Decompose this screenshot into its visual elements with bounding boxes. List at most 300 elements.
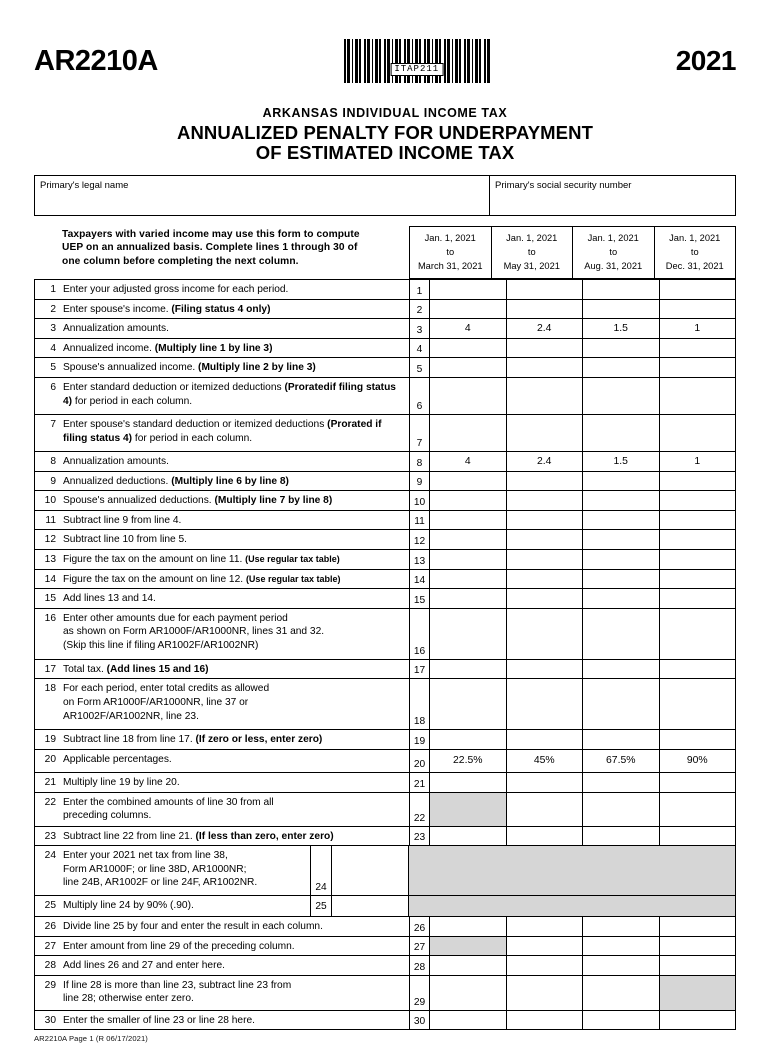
form-page bbox=[0, 22, 770, 1046]
row-number-25: 25 bbox=[44, 900, 56, 912]
row-cells-7 bbox=[430, 415, 735, 451]
row-number-15: 15 bbox=[44, 593, 56, 605]
row-cells-22 bbox=[430, 793, 735, 826]
period-header-2 bbox=[492, 227, 574, 278]
cell-13-2[interactable] bbox=[507, 550, 584, 569]
cell-21-3[interactable] bbox=[583, 773, 660, 792]
line-box-20: 20 bbox=[409, 750, 430, 772]
instructions-line-1: Taxpayers with varied income may use this form to compute bbox=[62, 229, 360, 240]
line-box-6: 6 bbox=[409, 378, 430, 414]
line-box-4: 4 bbox=[409, 339, 430, 358]
taxpayer-identification bbox=[34, 175, 736, 216]
title-line-2: OF ESTIMATED INCOME TAX bbox=[255, 142, 515, 163]
row-label-2: 2 Enter spouse's income. (Filing status 4 only) bbox=[35, 300, 409, 319]
table-row bbox=[35, 772, 735, 792]
table-row bbox=[35, 1010, 735, 1030]
cell-17-4[interactable] bbox=[660, 660, 736, 679]
table-row bbox=[35, 895, 735, 916]
form-code: AR2210A bbox=[34, 44, 158, 77]
cell-11-3[interactable] bbox=[583, 511, 660, 530]
period-header-1 bbox=[410, 227, 492, 278]
row-label-29: 29 If line 28 is more than line 23, subtract line 23 from line 28; otherwise enter zero. bbox=[35, 976, 409, 1010]
cell-16-2[interactable] bbox=[507, 609, 584, 659]
table-row bbox=[35, 588, 735, 608]
line-box-24: 24 bbox=[310, 846, 332, 895]
cell-28-1[interactable] bbox=[430, 956, 507, 975]
table-row bbox=[35, 749, 735, 772]
cell-3-2: 2.4 bbox=[507, 319, 584, 338]
cell-4-2[interactable] bbox=[507, 339, 584, 358]
form-footer: AR2210A Page 1 (R 06/17/2021) bbox=[34, 1034, 148, 1044]
instructions-text bbox=[34, 226, 409, 268]
period-start-2: Jan. 1, 2021 bbox=[506, 233, 558, 243]
cell-2-3[interactable] bbox=[583, 300, 660, 319]
form-header bbox=[34, 22, 736, 100]
line-box-16: 16 bbox=[409, 609, 430, 659]
line-box-3: 3 bbox=[409, 319, 430, 338]
cell-18-3[interactable] bbox=[583, 679, 660, 729]
primary-name-field[interactable] bbox=[35, 176, 490, 215]
row-cells-20 bbox=[430, 750, 735, 772]
row-number-1: 1 bbox=[50, 284, 56, 295]
table-row bbox=[35, 529, 735, 549]
row-label-18: 18 For each period, enter total credits as allowed on Form AR1000F/AR1000NR, line 37 or AR1002F/AR1002NR, line 23. bbox=[35, 679, 409, 729]
row-number-29: 29 bbox=[44, 979, 56, 991]
row-cells-9 bbox=[430, 472, 735, 491]
line-box-28: 28 bbox=[409, 956, 430, 975]
line-box-22: 22 bbox=[409, 793, 430, 826]
cell-9-2[interactable] bbox=[507, 472, 584, 491]
barcode-label: ITAP211 bbox=[390, 63, 443, 76]
cell-10-4[interactable] bbox=[660, 491, 736, 510]
row-label-15: 15 Add lines 13 and 14. bbox=[35, 589, 409, 608]
cell-4-4[interactable] bbox=[660, 339, 736, 358]
cell-30-3[interactable] bbox=[583, 1011, 660, 1030]
cell-24-entry[interactable] bbox=[332, 846, 409, 895]
row-number-2: 2 bbox=[50, 303, 56, 315]
cell-27-4[interactable] bbox=[660, 937, 736, 956]
table-row bbox=[35, 659, 735, 679]
instructions-line-3: one column before completing the next column. bbox=[62, 255, 299, 267]
row-label-30: 30 Enter the smaller of line 23 or line 28 here. bbox=[35, 1011, 409, 1030]
table-row bbox=[35, 845, 735, 895]
row-label-10: 10 Spouse's annualized deductions. (Multiply line 7 by line 8) bbox=[35, 491, 409, 510]
row-number-24: 24 bbox=[44, 850, 56, 862]
line-box-11: 11 bbox=[409, 511, 430, 530]
row-label-8: 8 Annualization amounts. bbox=[35, 452, 409, 471]
cell-27-3[interactable] bbox=[583, 937, 660, 956]
table-row bbox=[35, 377, 735, 414]
line-box-1: 1 bbox=[409, 280, 430, 299]
cell-19-4[interactable] bbox=[660, 730, 736, 749]
period-to-2: to bbox=[527, 247, 536, 257]
row-cells-12 bbox=[430, 530, 735, 549]
cell-15-4[interactable] bbox=[660, 589, 736, 608]
row-cells-11 bbox=[430, 511, 735, 530]
line-box-14: 14 bbox=[409, 570, 430, 589]
cell-10-1[interactable] bbox=[430, 491, 507, 510]
cell-28-2[interactable] bbox=[507, 956, 584, 975]
row-label-1: 1 Enter your adjusted gross income for each period. bbox=[35, 280, 409, 299]
cell-1-4[interactable] bbox=[660, 280, 736, 299]
cell-30-4[interactable] bbox=[660, 1011, 736, 1030]
row-label-28: 28 Add lines 26 and 27 and enter here. bbox=[35, 956, 409, 975]
line-box-23: 23 bbox=[409, 827, 430, 846]
cell-22-2[interactable] bbox=[507, 793, 584, 826]
cell-2-4[interactable] bbox=[660, 300, 736, 319]
row-label-11: 11 Subtract line 9 from line 4. bbox=[35, 511, 409, 530]
period-start-1: Jan. 1, 2021 bbox=[424, 233, 476, 243]
row-number-11: 11 bbox=[45, 514, 56, 526]
period-column-headers bbox=[409, 226, 736, 279]
cell-16-4[interactable] bbox=[660, 609, 736, 659]
row-cells-8 bbox=[430, 452, 735, 471]
line-box-17: 17 bbox=[409, 660, 430, 679]
cell-6-2[interactable] bbox=[507, 378, 584, 414]
cell-15-1[interactable] bbox=[430, 589, 507, 608]
row-cells-1 bbox=[430, 280, 735, 299]
cell-17-3[interactable] bbox=[583, 660, 660, 679]
table-row bbox=[35, 549, 735, 569]
cell-26-2[interactable] bbox=[507, 917, 584, 936]
cell-5-1[interactable] bbox=[430, 358, 507, 377]
barcode-stripes bbox=[344, 39, 490, 83]
table-row bbox=[35, 279, 735, 299]
barcode bbox=[344, 38, 490, 84]
row-cells-14 bbox=[430, 570, 735, 589]
cell-12-3[interactable] bbox=[583, 530, 660, 549]
cell-7-2[interactable] bbox=[507, 415, 584, 451]
row-number-7: 7 bbox=[50, 418, 56, 430]
row-number-14: 14 bbox=[44, 573, 56, 585]
period-start-4: Jan. 1, 2021 bbox=[669, 233, 721, 243]
row-number-13: 13 bbox=[44, 553, 56, 565]
worksheet-table bbox=[34, 279, 736, 1030]
table-row bbox=[35, 678, 735, 729]
row-cells-26 bbox=[430, 917, 735, 936]
row-label-5: 5 Spouse's annualized income. (Multiply line 2 by line 3) bbox=[35, 358, 409, 377]
cell-12-1[interactable] bbox=[430, 530, 507, 549]
title-block bbox=[0, 106, 770, 163]
cell-4-3[interactable] bbox=[583, 339, 660, 358]
table-row bbox=[35, 975, 735, 1010]
row-number-28: 28 bbox=[44, 960, 56, 972]
primary-ssn-label: Primary's social security number bbox=[495, 180, 632, 191]
row-label-12: 12 Subtract line 10 from line 5. bbox=[35, 530, 409, 549]
cell-23-1[interactable] bbox=[430, 827, 507, 846]
cell-13-1[interactable] bbox=[430, 550, 507, 569]
row-label-17: 17 Total tax. (Add lines 15 and 16) bbox=[35, 660, 409, 679]
cell-21-1[interactable] bbox=[430, 773, 507, 792]
row-number-18: 18 bbox=[44, 683, 56, 695]
cell-19-2[interactable] bbox=[507, 730, 584, 749]
cell-18-1[interactable] bbox=[430, 679, 507, 729]
period-header-4 bbox=[655, 227, 736, 278]
cell-29-3[interactable] bbox=[583, 976, 660, 1010]
cell-29-4 bbox=[660, 976, 736, 1010]
row-number-5: 5 bbox=[50, 362, 56, 374]
row-label-7: 7 Enter spouse's standard deduction or itemized deductions (Prorated if filing status 4) for period in each column. bbox=[35, 415, 409, 451]
cell-3-4: 1 bbox=[694, 322, 701, 334]
table-row bbox=[35, 357, 735, 377]
row-number-23: 23 bbox=[44, 830, 56, 842]
period-end-2: May 31, 2021 bbox=[503, 261, 560, 271]
period-end-4: Dec. 31, 2021 bbox=[665, 261, 724, 271]
row-cells-19 bbox=[430, 730, 735, 749]
row-label-4: 4 Annualized income. (Multiply line 1 by line 3) bbox=[35, 339, 409, 358]
row-cells-28 bbox=[430, 956, 735, 975]
cell-1-2[interactable] bbox=[507, 280, 584, 299]
row-cells-18 bbox=[430, 679, 735, 729]
line-box-10: 10 bbox=[409, 491, 430, 510]
row-cells-13 bbox=[430, 550, 735, 569]
row-number-17: 17 bbox=[44, 663, 56, 675]
cell-20-2: 45% bbox=[507, 750, 584, 772]
cell-9-4[interactable] bbox=[660, 472, 736, 491]
cell-20-1: 22.5% bbox=[430, 750, 507, 772]
cell-27-1 bbox=[430, 937, 507, 956]
title-subheading: ARKANSAS INDIVIDUAL INCOME TAX bbox=[262, 106, 508, 120]
row-number-9: 9 bbox=[50, 475, 56, 487]
cell-12-4[interactable] bbox=[660, 530, 736, 549]
table-row bbox=[35, 792, 735, 826]
row-cells-2 bbox=[430, 300, 735, 319]
table-row bbox=[35, 299, 735, 319]
line-box-8: 8 bbox=[409, 452, 430, 471]
cell-18-2[interactable] bbox=[507, 679, 584, 729]
cell-22-1 bbox=[430, 793, 507, 826]
cell-21-4[interactable] bbox=[660, 773, 736, 792]
period-end-3: Aug. 31, 2021 bbox=[584, 261, 643, 271]
cell-13-4[interactable] bbox=[660, 550, 736, 569]
row-number-27: 27 bbox=[44, 940, 56, 952]
row-label-21: 21 Multiply line 19 by line 20. bbox=[35, 773, 409, 792]
line-box-27: 27 bbox=[409, 937, 430, 956]
row-label-24: 24 Enter your 2021 net tax from line 38, Form AR1000F; or line 38D, AR1000NR; line 24B, AR1002F or line 24F, AR1002NR. bbox=[35, 846, 310, 895]
table-row bbox=[35, 471, 735, 491]
cell-29-1[interactable] bbox=[430, 976, 507, 1010]
row-cells-17 bbox=[430, 660, 735, 679]
line-box-2: 2 bbox=[409, 300, 430, 319]
cell-26-1[interactable] bbox=[430, 917, 507, 936]
row-label-26: 26 Divide line 25 by four and enter the result in each column. bbox=[35, 917, 409, 936]
table-row bbox=[35, 936, 735, 956]
cell-25-entry[interactable] bbox=[332, 896, 409, 916]
cell-16-3[interactable] bbox=[583, 609, 660, 659]
cell-14-4[interactable] bbox=[660, 570, 736, 589]
cell-12-2[interactable] bbox=[507, 530, 584, 549]
cell-23-4[interactable] bbox=[660, 827, 736, 846]
cell-19-1[interactable] bbox=[430, 730, 507, 749]
table-row bbox=[35, 510, 735, 530]
cell-8-4: 1 bbox=[694, 455, 701, 467]
cell-11-4[interactable] bbox=[660, 511, 736, 530]
cell-3-1: 4 bbox=[430, 319, 507, 338]
row-cells-16 bbox=[430, 609, 735, 659]
cell-2-2[interactable] bbox=[507, 300, 584, 319]
cell-22-3[interactable] bbox=[583, 793, 660, 826]
cell-23-2[interactable] bbox=[507, 827, 584, 846]
row-label-25: 25 Multiply line 24 by 90% (.90). bbox=[35, 896, 310, 916]
cell-7-4[interactable] bbox=[660, 415, 736, 451]
row-number-26: 26 bbox=[44, 921, 56, 933]
cell-28-3[interactable] bbox=[583, 956, 660, 975]
row-number-22: 22 bbox=[44, 796, 56, 808]
line-box-7: 7 bbox=[409, 415, 430, 451]
line-box-18: 18 bbox=[409, 679, 430, 729]
line-box-5: 5 bbox=[409, 358, 430, 377]
line-box-9: 9 bbox=[409, 472, 430, 491]
table-row bbox=[35, 916, 735, 936]
cell-15-2[interactable] bbox=[507, 589, 584, 608]
row-label-13: 13 Figure the tax on the amount on line 11. (Use regular tax table) bbox=[35, 550, 409, 569]
cell-23-3[interactable] bbox=[583, 827, 660, 846]
row-label-27: 27 Enter amount from line 29 of the preceding column. bbox=[35, 937, 409, 956]
row-label-20: 20 Applicable percentages. bbox=[35, 750, 409, 772]
title-line-1: ANNUALIZED PENALTY FOR UNDERPAYMENT bbox=[176, 122, 593, 143]
cell-10-3[interactable] bbox=[583, 491, 660, 510]
line-box-25: 25 bbox=[310, 896, 332, 916]
cell-11-2[interactable] bbox=[507, 511, 584, 530]
row-cells-5 bbox=[430, 358, 735, 377]
cell-20-3: 67.5% bbox=[583, 750, 660, 772]
table-row bbox=[35, 569, 735, 589]
tax-year: 2021 bbox=[675, 45, 736, 76]
cell-11-1[interactable] bbox=[430, 511, 507, 530]
line-box-29: 29 bbox=[409, 976, 430, 1010]
cell-22-4[interactable] bbox=[660, 793, 736, 826]
cell-30-2[interactable] bbox=[507, 1011, 584, 1030]
period-end-1: March 31, 2021 bbox=[417, 261, 483, 271]
cell-6-4[interactable] bbox=[660, 378, 736, 414]
row-number-8: 8 bbox=[50, 455, 56, 467]
row-label-3: 3 Annualization amounts. bbox=[35, 319, 409, 338]
row-cells-30 bbox=[430, 1011, 735, 1030]
line-box-30: 30 bbox=[409, 1011, 430, 1030]
row-number-19: 19 bbox=[44, 734, 56, 746]
row-label-22: 22 Enter the combined amounts of line 30 from all preceding columns. bbox=[35, 793, 409, 826]
row-cells-29 bbox=[430, 976, 735, 1010]
cell-26-4[interactable] bbox=[660, 917, 736, 936]
line-box-21: 21 bbox=[409, 773, 430, 792]
cell-30-1[interactable] bbox=[430, 1011, 507, 1030]
table-row bbox=[35, 608, 735, 659]
row-label-14: 14 Figure the tax on the amount on line 12. (Use regular tax table) bbox=[35, 570, 409, 589]
shaded-area-24 bbox=[409, 846, 735, 895]
cell-14-2[interactable] bbox=[507, 570, 584, 589]
title-heading bbox=[0, 123, 770, 163]
cell-7-3[interactable] bbox=[583, 415, 660, 451]
cell-8-1: 4 bbox=[430, 452, 507, 471]
cell-8-3: 1.5 bbox=[583, 452, 660, 471]
table-row bbox=[35, 318, 735, 338]
table-row bbox=[35, 451, 735, 471]
row-number-16: 16 bbox=[44, 612, 56, 624]
cell-17-1[interactable] bbox=[430, 660, 507, 679]
cell-1-3[interactable] bbox=[583, 280, 660, 299]
period-to-4: to bbox=[690, 247, 699, 257]
row-cells-21 bbox=[430, 773, 735, 792]
row-cells-27 bbox=[430, 937, 735, 956]
shaded-area-25 bbox=[409, 896, 735, 916]
row-label-9: 9 Annualized deductions. (Multiply line 6 by line 8) bbox=[35, 472, 409, 491]
cell-19-3[interactable] bbox=[583, 730, 660, 749]
row-number-30: 30 bbox=[44, 1014, 56, 1026]
cell-5-3[interactable] bbox=[583, 358, 660, 377]
row-number-10: 10 bbox=[44, 495, 56, 507]
cell-21-2[interactable] bbox=[507, 773, 584, 792]
cell-8-2: 2.4 bbox=[507, 452, 584, 471]
row-number-20: 20 bbox=[44, 753, 56, 765]
row-cells-23 bbox=[430, 827, 735, 846]
line-box-12: 12 bbox=[409, 530, 430, 549]
cell-10-2[interactable] bbox=[507, 491, 584, 510]
line-box-13: 13 bbox=[409, 550, 430, 569]
cell-29-2[interactable] bbox=[507, 976, 584, 1010]
cell-2-1[interactable] bbox=[430, 300, 507, 319]
line-box-19: 19 bbox=[409, 730, 430, 749]
cell-15-3[interactable] bbox=[583, 589, 660, 608]
row-label-16: 16 Enter other amounts due for each payment period as shown on Form AR1000F/AR1000NR, lines 31 and 32. (Skip this line if filing AR1002F/AR1002NR) bbox=[35, 609, 409, 659]
cell-9-3[interactable] bbox=[583, 472, 660, 491]
row-label-23: 23 Subtract line 22 from line 21. (If less than zero, enter zero) bbox=[35, 827, 409, 846]
period-start-3: Jan. 1, 2021 bbox=[587, 233, 639, 243]
period-to-3: to bbox=[609, 247, 618, 257]
cell-6-3[interactable] bbox=[583, 378, 660, 414]
instructions-line-2: UEP on an annualized basis. Complete lines 1 through 30 of bbox=[62, 242, 358, 254]
primary-name-label: Primary's legal name bbox=[40, 180, 129, 191]
cell-6-1[interactable] bbox=[430, 378, 507, 414]
period-to-1: to bbox=[446, 247, 455, 257]
cell-7-1[interactable] bbox=[430, 415, 507, 451]
table-row bbox=[35, 414, 735, 451]
cell-1-1[interactable] bbox=[430, 280, 507, 299]
row-cells-10 bbox=[430, 491, 735, 510]
row-number-3: 3 bbox=[50, 323, 56, 335]
row-cells-6 bbox=[430, 378, 735, 414]
row-label-6: 6 Enter standard deduction or itemized deductions (Proratedif filing status 4) for period in each column. bbox=[35, 378, 409, 414]
cell-5-2[interactable] bbox=[507, 358, 584, 377]
row-number-21: 21 bbox=[44, 776, 56, 788]
cell-4-1[interactable] bbox=[430, 339, 507, 358]
row-cells-3 bbox=[430, 319, 735, 338]
cell-5-4[interactable] bbox=[660, 358, 736, 377]
row-cells-4 bbox=[430, 339, 735, 358]
cell-27-2[interactable] bbox=[507, 937, 584, 956]
cell-14-3[interactable] bbox=[583, 570, 660, 589]
cell-16-1[interactable] bbox=[430, 609, 507, 659]
cell-14-1[interactable] bbox=[430, 570, 507, 589]
table-row bbox=[35, 490, 735, 510]
cell-13-3[interactable] bbox=[583, 550, 660, 569]
table-row bbox=[35, 729, 735, 749]
cell-3-3: 1.5 bbox=[583, 319, 660, 338]
row-cells-15 bbox=[430, 589, 735, 608]
line-box-15: 15 bbox=[409, 589, 430, 608]
table-row bbox=[35, 826, 735, 846]
cell-17-2[interactable] bbox=[507, 660, 584, 679]
table-row bbox=[35, 338, 735, 358]
row-number-6: 6 bbox=[50, 381, 56, 393]
cell-28-4[interactable] bbox=[660, 956, 736, 975]
primary-ssn-field[interactable] bbox=[490, 176, 735, 215]
instructions-and-period-header bbox=[34, 226, 736, 279]
cell-18-4[interactable] bbox=[660, 679, 736, 729]
cell-26-3[interactable] bbox=[583, 917, 660, 936]
row-number-4: 4 bbox=[50, 342, 56, 354]
cell-9-1[interactable] bbox=[430, 472, 507, 491]
row-label-19: 19 Subtract line 18 from line 17. (If zero or less, enter zero) bbox=[35, 730, 409, 749]
